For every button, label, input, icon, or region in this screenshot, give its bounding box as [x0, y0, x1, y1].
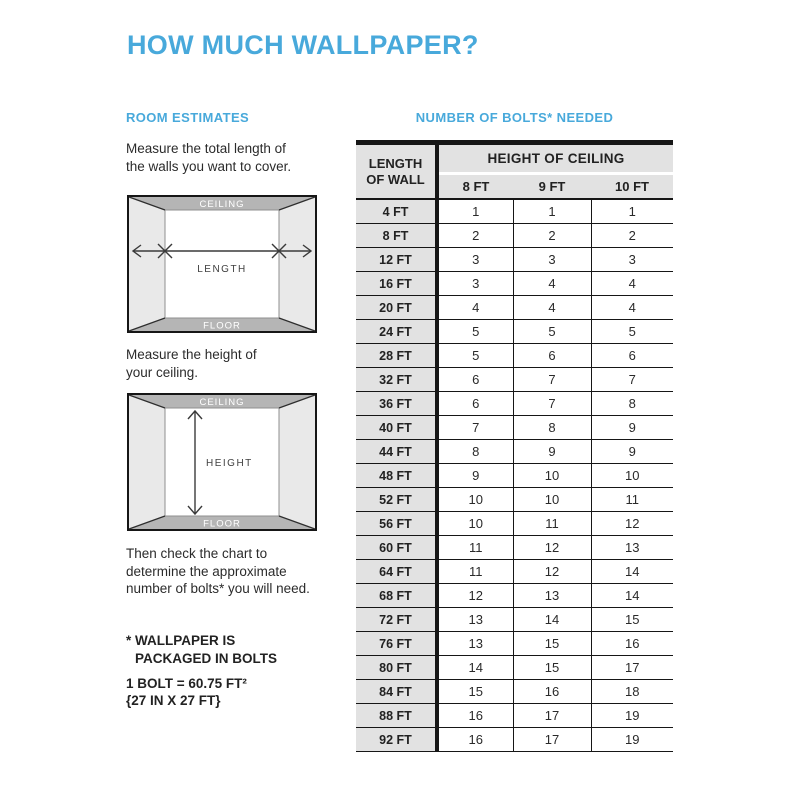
wall-length-cell: 64 FT: [356, 560, 437, 584]
bolts-value-cell: 16: [591, 632, 673, 656]
bolts-value-cell: 6: [591, 344, 673, 368]
wall-length-cell: 48 FT: [356, 464, 437, 488]
step3-text: [126, 545, 310, 598]
table-row: [356, 199, 673, 224]
wall-length-cell: 40 FT: [356, 416, 437, 440]
height-label: HEIGHT: [206, 458, 253, 469]
bolts-value-cell: 2: [513, 224, 591, 248]
bolts-value-cell: 9: [591, 440, 673, 464]
wall-length-cell: 76 FT: [356, 632, 437, 656]
bolts-table: [356, 145, 673, 752]
height-of-ceiling-header: HEIGHT OF CEILING: [437, 145, 673, 174]
bolts-value-cell: 16: [437, 728, 513, 752]
wall-length-cell: 80 FT: [356, 656, 437, 680]
page-title: HOW MUCH WALLPAPER?: [127, 30, 479, 60]
ceiling-label: CEILING: [199, 199, 245, 210]
bolts-value-cell: 12: [513, 536, 591, 560]
table-row: [356, 584, 673, 608]
bolts-value-cell: 3: [513, 248, 591, 272]
table-row: [356, 680, 673, 704]
table-row: [356, 464, 673, 488]
bolts-value-cell: 10: [513, 488, 591, 512]
bolts-value-cell: 1: [437, 199, 513, 224]
bolts-value-cell: 9: [513, 440, 591, 464]
bolts-value-cell: 13: [437, 632, 513, 656]
wall-length-cell: 44 FT: [356, 440, 437, 464]
bolts-value-cell: 3: [437, 272, 513, 296]
table-row: [356, 608, 673, 632]
left-wall: [129, 197, 165, 331]
bolts-value-cell: 13: [513, 584, 591, 608]
bolts-value-cell: 18: [591, 680, 673, 704]
bolts-value-cell: 14: [513, 608, 591, 632]
bolts-value-cell: 11: [437, 560, 513, 584]
step2-text: [126, 346, 257, 381]
bolts-value-cell: 4: [513, 272, 591, 296]
table-row: [356, 416, 673, 440]
text-line: Measure the total length of: [126, 141, 286, 156]
table-row: [356, 560, 673, 584]
room-estimates-heading: ROOM ESTIMATES: [126, 110, 250, 125]
wall-length-cell: 68 FT: [356, 584, 437, 608]
table-row: [356, 392, 673, 416]
bolts-value-cell: 7: [513, 392, 591, 416]
wall-length-cell: 32 FT: [356, 368, 437, 392]
bolts-value-cell: 19: [591, 704, 673, 728]
table-row: [356, 368, 673, 392]
bolts-value-cell: 11: [513, 512, 591, 536]
ceiling-10ft-header: 10 FT: [591, 174, 673, 200]
bolts-value-cell: 8: [513, 416, 591, 440]
bolts-value-cell: 19: [591, 728, 673, 752]
bolts-value-cell: 15: [513, 632, 591, 656]
bolts-value-cell: 8: [437, 440, 513, 464]
bolts-value-cell: 4: [591, 296, 673, 320]
bolts-value-cell: 17: [513, 704, 591, 728]
bolts-value-cell: 8: [591, 392, 673, 416]
text-line: * WALLPAPER IS: [126, 633, 236, 648]
bolts-value-cell: 4: [437, 296, 513, 320]
bolts-value-cell: 14: [591, 560, 673, 584]
bolts-value-cell: 14: [591, 584, 673, 608]
wallpaper-bolts-footnote: [126, 632, 277, 667]
table-row: [356, 728, 673, 752]
bolts-value-cell: 1: [591, 199, 673, 224]
wall-length-cell: 16 FT: [356, 272, 437, 296]
bolts-value-cell: 11: [591, 488, 673, 512]
ceiling-label: CEILING: [199, 397, 245, 408]
table-row: [356, 320, 673, 344]
table-row: [356, 248, 673, 272]
text-line: PACKAGED IN BOLTS: [135, 650, 278, 666]
floor-label: FLOOR: [203, 518, 241, 530]
bolts-value-cell: 6: [513, 344, 591, 368]
bolts-value-cell: 10: [437, 488, 513, 512]
bolts-value-cell: 4: [591, 272, 673, 296]
bolts-value-cell: 12: [513, 560, 591, 584]
table-row: [356, 344, 673, 368]
bolts-value-cell: 9: [437, 464, 513, 488]
wall-length-cell: 92 FT: [356, 728, 437, 752]
wall-length-cell: 72 FT: [356, 608, 437, 632]
right-wall: [279, 197, 315, 331]
bolts-value-cell: 4: [513, 296, 591, 320]
wall-length-cell: 20 FT: [356, 296, 437, 320]
wall-length-cell: 56 FT: [356, 512, 437, 536]
wall-length-cell: 4 FT: [356, 199, 437, 224]
table-header-row: [356, 145, 673, 174]
bolts-value-cell: 14: [437, 656, 513, 680]
text-line: LENGTH: [368, 155, 423, 171]
wall-length-cell: 24 FT: [356, 320, 437, 344]
bolt-size-info: [126, 675, 247, 709]
bolts-value-cell: 5: [591, 320, 673, 344]
table-row: [356, 704, 673, 728]
bolts-table-body: [356, 199, 673, 752]
text-line: Then check the chart to: [126, 546, 268, 561]
text-line: determine the approximate: [126, 563, 287, 579]
left-wall: [129, 395, 165, 529]
wall-length-cell: 88 FT: [356, 704, 437, 728]
wall-length-cell: 12 FT: [356, 248, 437, 272]
length-of-wall-header: [356, 145, 437, 199]
bolts-value-cell: 2: [591, 224, 673, 248]
bolts-value-cell: 5: [437, 344, 513, 368]
text-line: OF WALL: [366, 171, 425, 187]
bolts-value-cell: 5: [513, 320, 591, 344]
wall-length-cell: 84 FT: [356, 680, 437, 704]
bolts-value-cell: 15: [437, 680, 513, 704]
bolts-value-cell: 12: [591, 512, 673, 536]
table-row: [356, 488, 673, 512]
table-row: [356, 272, 673, 296]
bolts-value-cell: 6: [437, 392, 513, 416]
text-line: {27 IN X 27 FT}: [126, 693, 221, 708]
wall-length-cell: 28 FT: [356, 344, 437, 368]
bolts-value-cell: 6: [437, 368, 513, 392]
bolts-value-cell: 13: [591, 536, 673, 560]
floor-label: FLOOR: [203, 320, 241, 332]
bolts-value-cell: 10: [591, 464, 673, 488]
bolts-value-cell: 7: [437, 416, 513, 440]
text-line: Measure the height of: [126, 347, 257, 362]
bolts-value-cell: 10: [437, 512, 513, 536]
bolts-value-cell: 3: [437, 248, 513, 272]
table-row: [356, 512, 673, 536]
bolts-value-cell: 15: [591, 608, 673, 632]
ceiling-9ft-header: 9 FT: [513, 174, 591, 200]
bolts-value-cell: 9: [591, 416, 673, 440]
bolts-value-cell: 17: [591, 656, 673, 680]
table-row: [356, 296, 673, 320]
table-row: [356, 536, 673, 560]
step1-text: [126, 140, 291, 175]
length-label: LENGTH: [197, 264, 247, 275]
bolts-value-cell: 11: [437, 536, 513, 560]
bolts-value-cell: 3: [591, 248, 673, 272]
bolts-value-cell: 5: [437, 320, 513, 344]
bolts-value-cell: 15: [513, 656, 591, 680]
length-diagram: [127, 195, 317, 333]
table-row: [356, 656, 673, 680]
bolts-value-cell: 7: [591, 368, 673, 392]
wall-length-cell: 8 FT: [356, 224, 437, 248]
bolts-value-cell: 16: [513, 680, 591, 704]
height-diagram: [127, 393, 317, 531]
bolts-value-cell: 7: [513, 368, 591, 392]
text-line: your ceiling.: [126, 364, 199, 380]
bolts-table-section: [356, 110, 673, 752]
table-row: [356, 224, 673, 248]
bolts-value-cell: 13: [437, 608, 513, 632]
bolts-needed-heading: NUMBER OF BOLTS* NEEDED: [415, 110, 614, 125]
text-line: 1 BOLT = 60.75 FT²: [126, 676, 247, 691]
table-row: [356, 632, 673, 656]
bolts-value-cell: 1: [513, 199, 591, 224]
bolts-value-cell: 17: [513, 728, 591, 752]
right-wall: [279, 395, 315, 529]
wall-length-cell: 60 FT: [356, 536, 437, 560]
wall-length-cell: 36 FT: [356, 392, 437, 416]
bolts-value-cell: 2: [437, 224, 513, 248]
table-row: [356, 440, 673, 464]
bolts-value-cell: 16: [437, 704, 513, 728]
wall-length-cell: 52 FT: [356, 488, 437, 512]
bolts-value-cell: 10: [513, 464, 591, 488]
text-line: the walls you want to cover.: [126, 158, 292, 174]
bolts-value-cell: 12: [437, 584, 513, 608]
text-line: number of bolts* you will need.: [126, 581, 310, 596]
ceiling-8ft-header: 8 FT: [437, 174, 513, 200]
